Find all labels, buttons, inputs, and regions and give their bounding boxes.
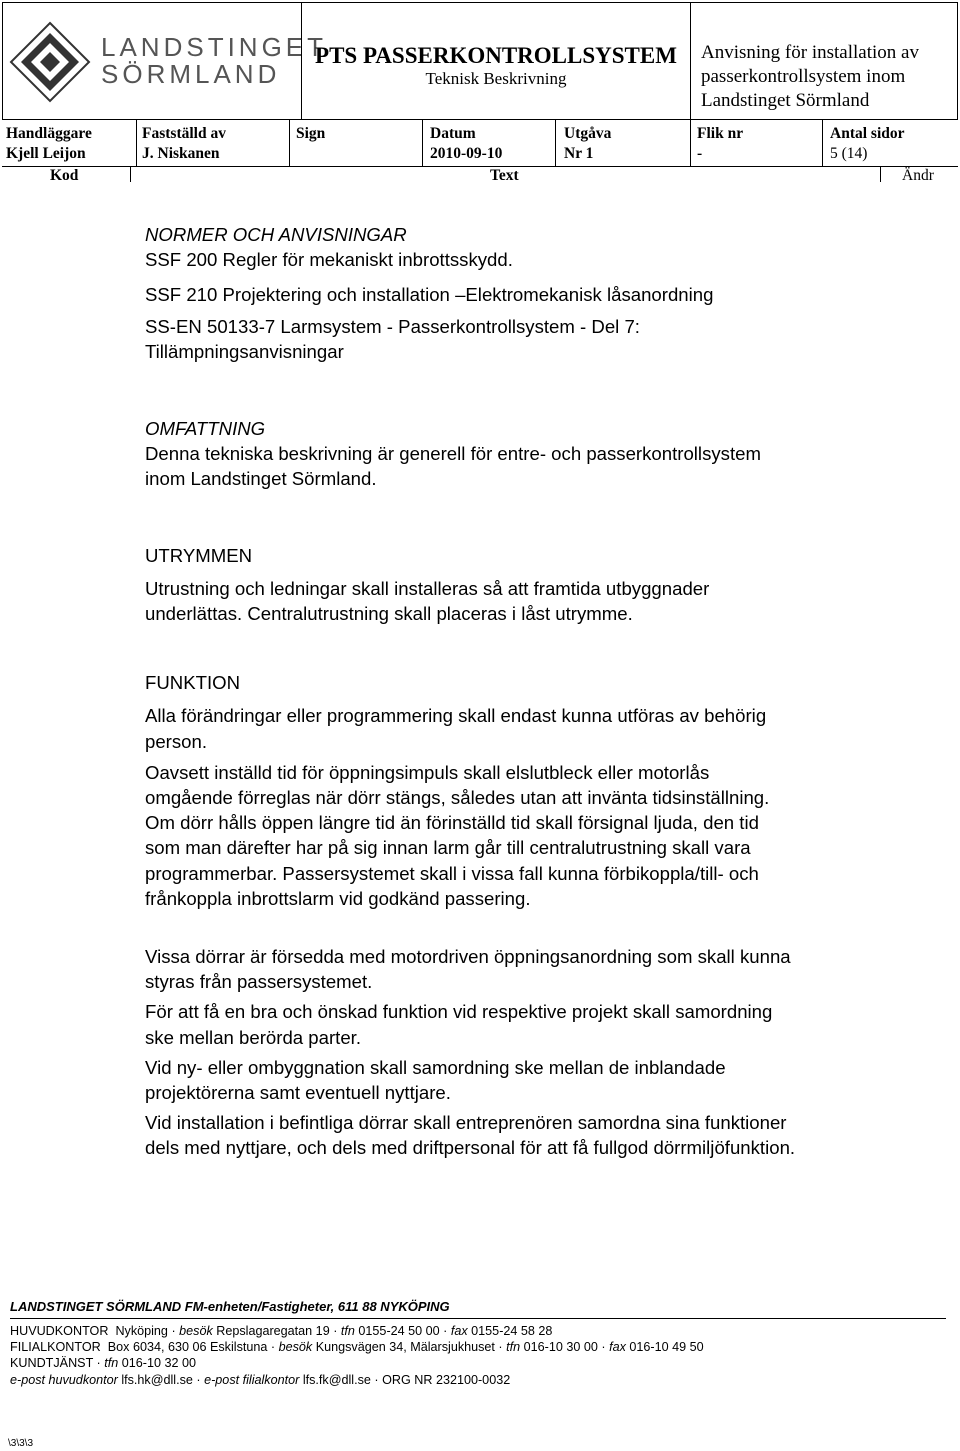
hk-city: Nyköping — [115, 1324, 168, 1338]
kt-label: KUNDTJÄNST — [10, 1356, 94, 1370]
fk-label: FILIALKONTOR — [10, 1340, 101, 1354]
tfn-label: tfn — [340, 1324, 355, 1338]
section-heading-normer: NORMER OCH ANVISNINGAR — [145, 224, 407, 245]
footer-title: LANDSTINGET SÖRMLAND FM-enheten/Fastigheter, 611 88 NYKÖPING — [10, 1299, 450, 1314]
kod-label: Kod — [50, 167, 79, 184]
tfn-label: tfn — [104, 1356, 119, 1370]
flik-value: - — [697, 145, 703, 162]
paragraph-line: Denna tekniska beskrivning är generell för entre- och passerkontrollsystem — [145, 443, 761, 465]
flik-label: Flik nr — [697, 125, 744, 142]
section-heading-utrymmen: UTRYMMEN — [145, 544, 253, 566]
utgava-value: Nr 1 — [564, 145, 594, 162]
document-header — [2, 2, 958, 182]
fk-address: Kungsvägen 34, Mälarsjukhuset — [315, 1340, 495, 1354]
antal-value: 5 (14) — [830, 145, 868, 162]
anvisning-line: passerkontrollsystem inom — [701, 66, 906, 87]
datum-value: 2010-09-10 — [430, 145, 503, 162]
handlaggare-label: Handläggare — [6, 125, 92, 142]
fk-fax: 016-10 49 50 — [629, 1340, 704, 1354]
column-divider — [822, 120, 823, 166]
paragraph-line: SS-EN 50133-7 Larmsystem - Passerkontrollsystem - Del 7: — [145, 315, 640, 337]
hk-label: HUVUDKONTOR — [10, 1324, 109, 1338]
paragraph-line: Tillämpningsanvisningar — [145, 340, 344, 362]
handlaggare-value: Kjell Leijon — [6, 145, 86, 162]
antal-label: Antal sidor — [830, 125, 905, 142]
paragraph-line: dels med nyttjare, och dels med driftpersonal för att få fullgod dörrmiljöfunktion. — [145, 1137, 796, 1159]
datum-label: Datum — [430, 125, 476, 142]
epost-fk-link[interactable]: lfs.fk@dll.se — [302, 1373, 371, 1387]
paragraph-line: Alla förändringar eller programmering skall endast kunna utföras av behörig — [145, 705, 767, 727]
footer-kundtjanst-row: KUNDTJÄNST · tfn 016-10 32 00 — [10, 1356, 196, 1370]
document-title: PTS PASSERKONTROLLSYSTEM — [315, 43, 677, 68]
kt-phone: 016-10 32 00 — [121, 1356, 196, 1370]
column-divider — [880, 166, 881, 182]
footer-epost-row: e-post huvudkontor lfs.hk@dll.se · e-post filialkontor lfs.fk@dll.se · ORG NR 232100-0032 — [10, 1373, 511, 1387]
utgava-label: Utgåva — [564, 125, 612, 142]
document-subtitle: Teknisk Beskrivning — [425, 69, 567, 88]
besok-label: besök — [179, 1324, 213, 1338]
fk-box: Box 6034, 630 06 Eskilstuna — [107, 1340, 268, 1354]
document-body — [145, 222, 905, 1161]
paragraph-line: omgående förreglas när dörr stängs, således utan att invänta tidsinställning. — [145, 787, 770, 809]
paragraph-line: För att få en bra och önskad funktion vid respektive projekt skall samordning — [145, 1001, 773, 1023]
hk-address: Repslagaregatan 19 — [216, 1324, 330, 1338]
paragraph-line: Vid installation i befintliga dörrar skall entreprenören samordna sina funktioner — [145, 1112, 787, 1134]
column-divider — [289, 120, 290, 166]
column-divider — [130, 166, 131, 182]
text-label: Text — [490, 167, 519, 184]
paragraph-line: Om dörr hålls öppen längre tid än förinställd tid skall försignal ljuda, den tid — [145, 812, 759, 834]
paragraph-line: Oavsett inställd tid för öppningsimpuls skall elslutbleck eller motorlås — [145, 761, 710, 783]
paragraph-line: Utrustning och ledningar skall installeras så att framtida utbyggnader — [145, 577, 710, 599]
hk-phone: 0155-24 50 00 — [358, 1324, 440, 1338]
column-divider — [690, 120, 691, 166]
logo-text-line1: LANDSTINGET — [101, 32, 328, 62]
landstinget-logo-icon — [7, 19, 93, 105]
anvisning-line: Landstinget Sörmland — [701, 90, 870, 111]
anvisning-box — [690, 2, 958, 120]
faststalld-label: Fastställd av — [142, 125, 226, 142]
logo-box — [2, 2, 328, 120]
paragraph-line: ske mellan berörda parter. — [145, 1026, 362, 1048]
column-divider — [136, 120, 137, 166]
anvisning-line: Anvisning för installation av — [701, 42, 919, 63]
paragraph-line: som man därefter har på sig innan larm går till centralutrustning skall vara — [145, 837, 751, 859]
logo-text-line2: SÖRMLAND — [101, 59, 281, 89]
tfn-label: tfn — [506, 1340, 521, 1354]
paragraph-line: SSF 210 Projektering och installation –Elektromekanisk låsanordning — [145, 284, 714, 306]
hk-fax: 0155-24 58 28 — [471, 1324, 553, 1338]
paragraph-line: underlättas. Centralutrustning skall placeras i låst utrymme. — [145, 603, 633, 625]
section-heading-funktion: FUNKTION — [145, 672, 241, 694]
epost-fk-label: e-post filialkontor — [204, 1373, 300, 1387]
faststalld-value: J. Niskanen — [142, 145, 220, 162]
paragraph-line: Vid ny- eller ombyggnation skall samordning ske mellan de inblandade — [145, 1056, 726, 1078]
paragraph-line: SSF 200 Regler för mekaniskt inbrottsskydd. — [145, 249, 513, 271]
andr-label: Ändr — [902, 167, 934, 184]
epost-hk-link[interactable]: lfs.hk@dll.se — [121, 1373, 193, 1387]
besok-label: besök — [278, 1340, 313, 1354]
document-code: \3\3\3 — [8, 1438, 34, 1449]
epost-hk-label: e-post huvudkontor — [10, 1373, 118, 1387]
footer-divider — [10, 1318, 946, 1319]
fk-phone: 016-10 30 00 — [523, 1340, 598, 1354]
paragraph-line: frånkoppla inbrottslarm vid godkänd passering. — [145, 887, 531, 909]
column-divider — [555, 120, 556, 166]
fax-label: fax — [450, 1324, 468, 1338]
column-divider — [422, 120, 423, 166]
paragraph-line: styras från passersystemet. — [145, 971, 373, 993]
sign-label: Sign — [296, 125, 326, 142]
paragraph-line: Vissa dörrar är försedda med motordriven öppningsanordning som skall kunna — [145, 946, 791, 968]
org-number: ORG NR 232100-0032 — [382, 1373, 511, 1387]
fax-label: fax — [609, 1340, 626, 1354]
title-box — [301, 2, 691, 120]
footer-huvudkontor-row: HUVUDKONTOR Nyköping · besök Repslagaregatan 19 · tfn 0155-24 50 00 · fax 0155-24 58 28 — [10, 1324, 553, 1338]
footer-filialkontor-row: FILIALKONTOR Box 6034, 630 06 Eskilstuna · besök Kungsvägen 34, Mälarsjukhuset · tfn 016-10 30 00 · fax 016-10 49 50 — [10, 1340, 704, 1354]
paragraph-line: person. — [145, 730, 208, 752]
paragraph-line: inom Landstinget Sörmland. — [145, 468, 377, 490]
header-divider — [2, 166, 958, 167]
paragraph-line: projektörerna samt eventuell nyttjare. — [145, 1082, 451, 1104]
section-heading-omfattning: OMFATTNING — [145, 418, 266, 440]
paragraph-line: programmerbar. Passersystemet skall i vissa fall kunna förbikoppla/till- och — [145, 862, 759, 884]
